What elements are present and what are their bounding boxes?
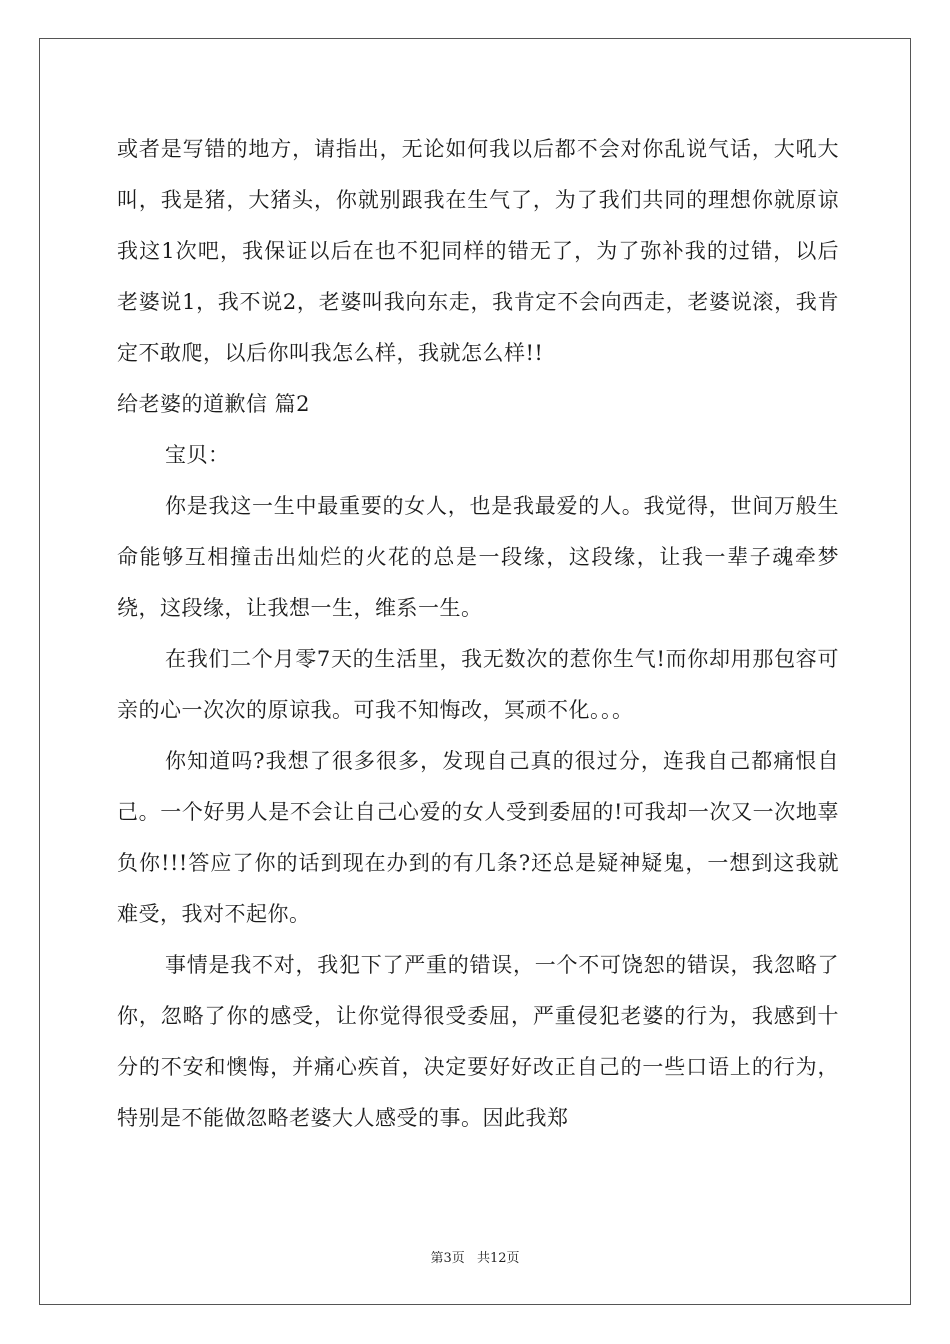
page-number: 第3页: [430, 1251, 465, 1266]
continued-paragraph: 或者是写错的地方，请指出，无论如何我以后都不会对你乱说气话，大吼大叫，我是猪，大猪头，你就别跟我在生气了，为了我们共同的理想你就原谅我这1次吧，我保证以后在也不犯同样的错无了，为了弥补我的过错，以后老婆说1，我不说2，老婆叫我向东走，我肯定不会向西走，老婆说滚，我肯定不敢爬，以后你叫我怎么样，我就怎么样!!: [117, 137, 839, 365]
paragraph-2: 在我们二个月零7天的生活里，我无数次的惹你生气!而你却用那包容可亲的心一次次的原谅我。可我不知悔改，冥顽不化。。。: [117, 647, 839, 722]
page-total: 共12页: [476, 1251, 520, 1266]
paragraph-4: 事情是我不对，我犯下了严重的错误，一个不可饶恕的错误，我忽略了你，忽略了你的感受，让你觉得很受委屈，严重侵犯老婆的行为，我感到十分的不安和懊悔，并痛心疾首，决定要好好改正自己的一些口语上的行为，特别是不能做忽略老婆大人感受的事。因此我郑: [117, 953, 839, 1130]
document-body: [117, 124, 839, 1144]
paragraph-3: 你知道吗?我想了很多很多，发现自己真的很过分，连我自己都痛恨自己。一个好男人是不会让自己心爱的女人受到委屈的!可我却一次又一次地辜负你!!!答应了你的话到现在办到的有几条?还总是疑神疑鬼，一想到这我就难受，我对不起你。: [117, 749, 839, 926]
paragraph-1: 你是我这一生中最重要的女人，也是我最爱的人。我觉得，世间万般生命能够互相撞击出灿烂的火花的总是一段缘，这段缘，让我一辈子魂牵梦绕，这段缘，让我想一生，维系一生。: [117, 494, 839, 620]
section-heading: 给老婆的道歉信 篇2: [117, 392, 311, 416]
page-footer: [0, 1247, 950, 1266]
greeting-line: 宝贝：: [165, 443, 230, 467]
